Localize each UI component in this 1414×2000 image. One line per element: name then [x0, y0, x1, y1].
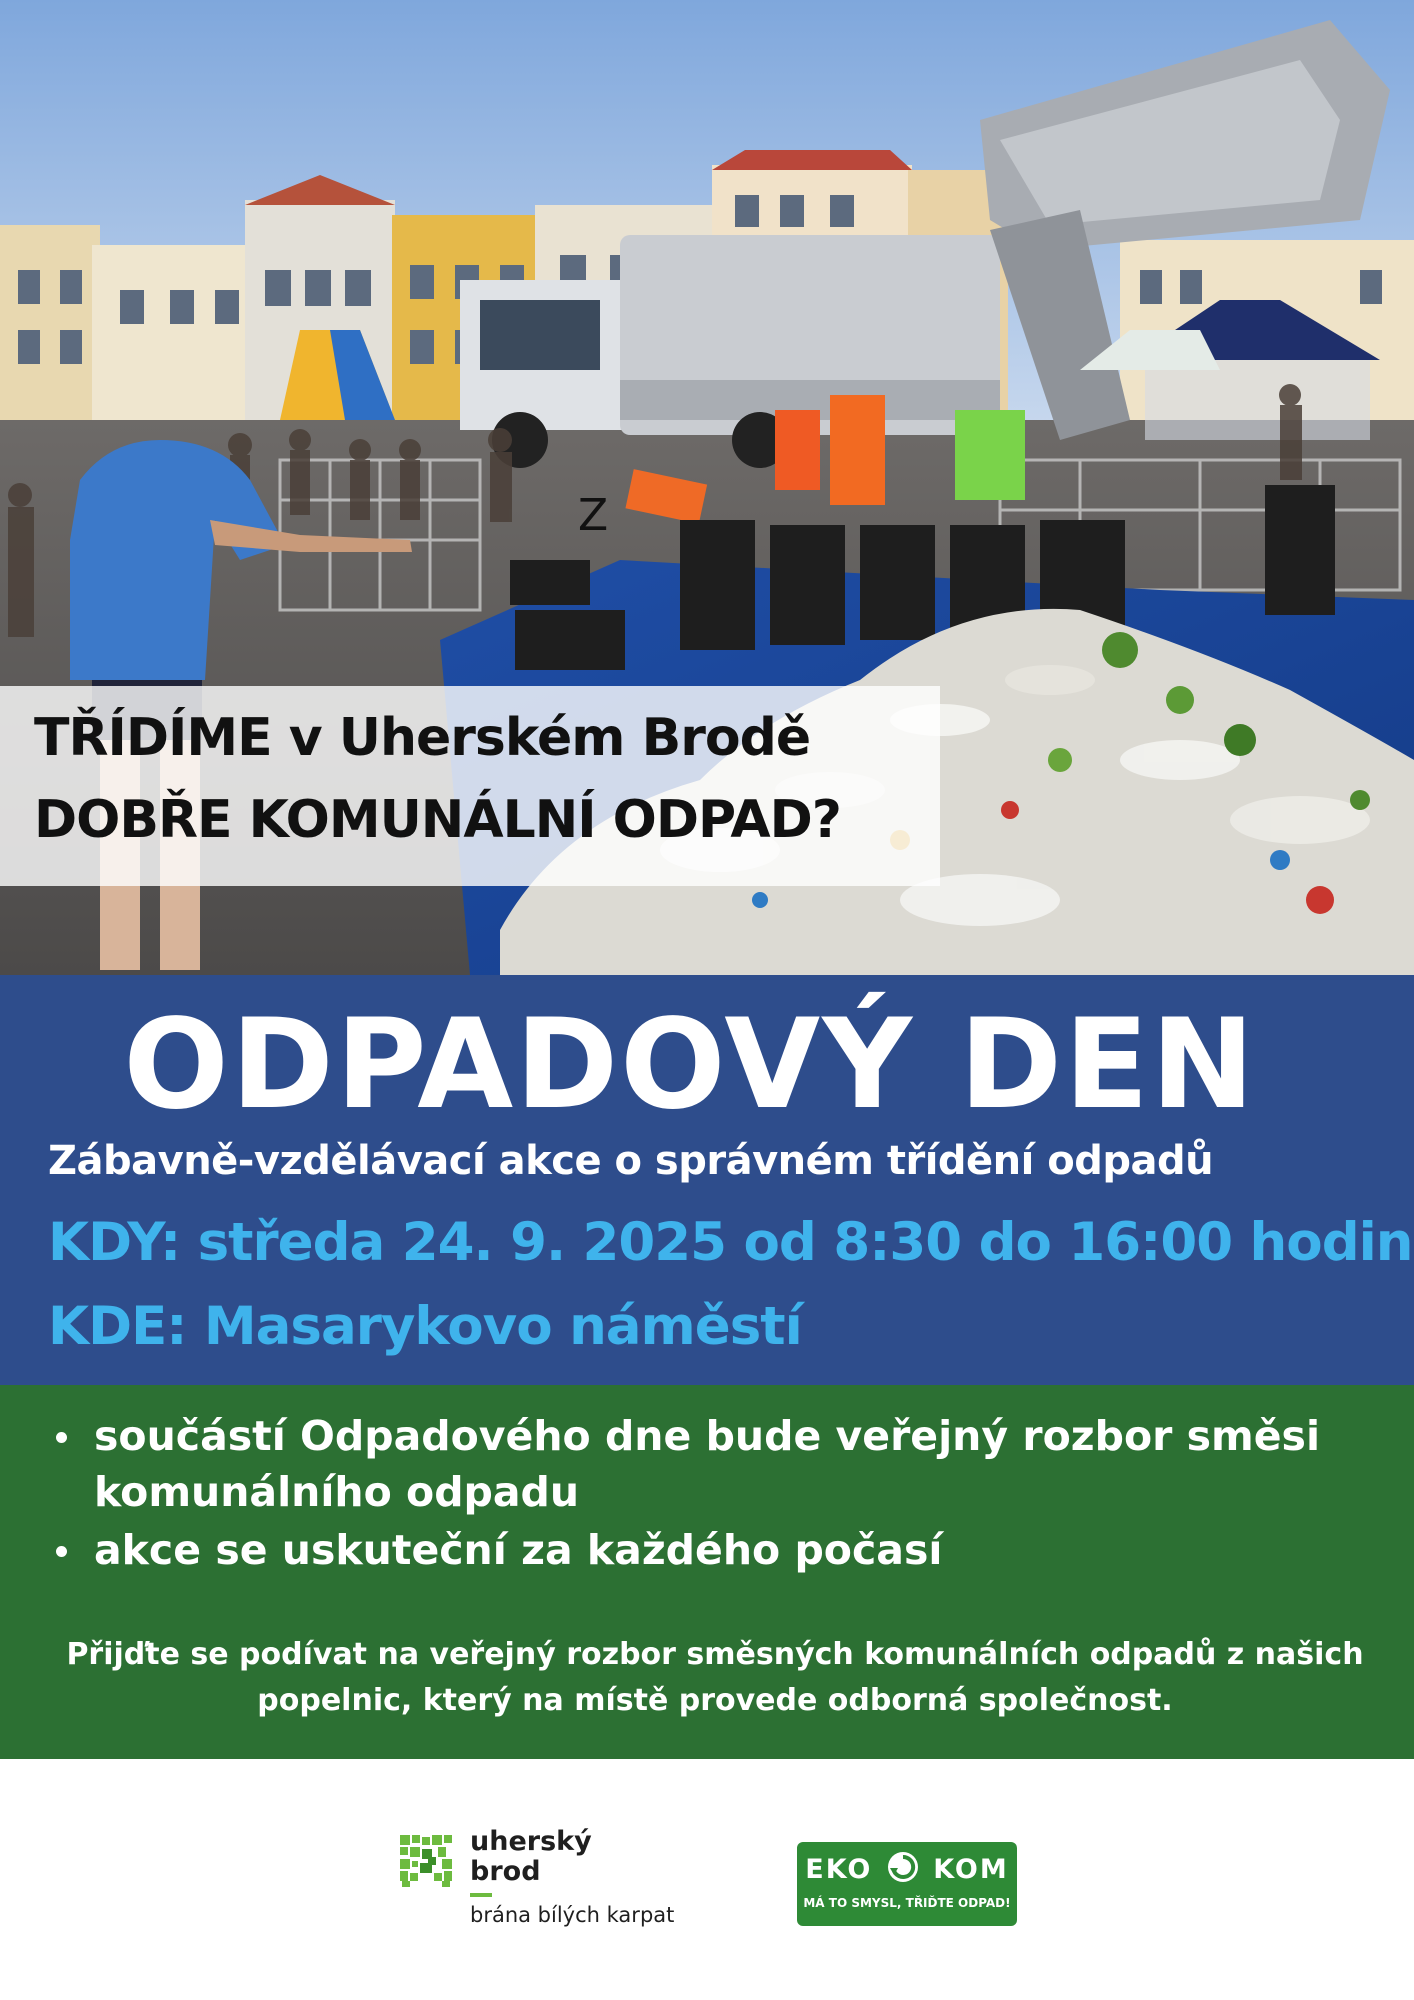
event-subtitle: Zábavně-vzdělávací akce o správném třídění odpadů — [48, 1138, 1214, 1184]
bullet-dot-icon — [56, 1432, 67, 1443]
uhersky-brod-tagline: brána bílých karpat — [470, 1903, 675, 1927]
uhersky-brod-name-line-1: uherský — [470, 1826, 592, 1857]
uhersky-brod-emblem-icon — [398, 1833, 454, 1889]
uhersky-brod-logo — [398, 1826, 678, 1933]
event-when: KDY: středa 24. 9. 2025 od 8:30 do 16:00 hodin — [48, 1212, 1413, 1273]
list-item-text: akce se uskuteční za každého počasí — [94, 1526, 943, 1574]
event-where: KDE: Masarykovo náměstí — [48, 1296, 802, 1357]
uhersky-brod-rule — [470, 1893, 492, 1897]
recycle-icon — [886, 1850, 920, 1891]
list-item — [48, 1522, 1378, 1578]
bullet-dot-icon — [56, 1546, 67, 1557]
uhersky-brod-name — [470, 1827, 592, 1887]
headline-line-2: DOBŘE KOMUNÁLNÍ ODPAD? — [34, 790, 841, 850]
ekokom-wordmark: EKO KOM — [797, 1850, 1017, 1891]
details-list — [48, 1408, 1378, 1580]
uhersky-brod-name-line-2: brod — [470, 1856, 541, 1887]
list-item-text: součástí Odpadového dne bude veřejný rozbor směsi komunálního odpadu — [94, 1412, 1320, 1516]
ekokom-logo — [797, 1842, 1017, 1926]
ekokom-tagline: MÁ TO SMYSL, TŘIĎTE ODPAD! — [803, 1896, 1011, 1910]
invitation-note: Přijďte se podívat na veřejný rozbor směsných komunálních odpadů z našich popelnic, který na místě provede odborná společnost. — [66, 1637, 1364, 1718]
list-item — [48, 1408, 1364, 1520]
stray-mark: Z — [578, 490, 609, 541]
headline-line-1: TŘÍDÍME v Uherském Brodě — [34, 708, 811, 768]
event-title: ODPADOVÝ DEN — [123, 993, 1257, 1137]
